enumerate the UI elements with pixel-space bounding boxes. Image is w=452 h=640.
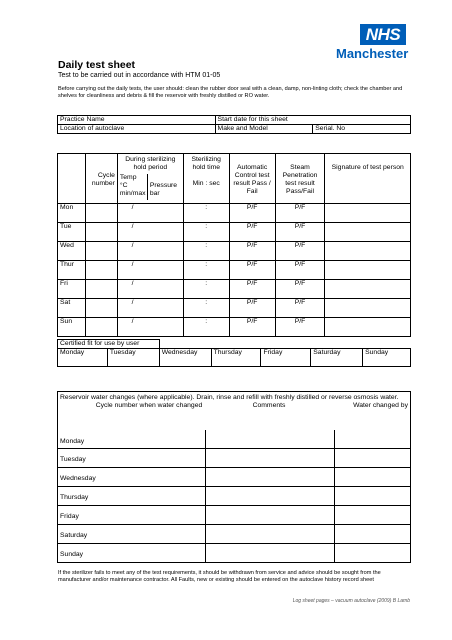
log-row	[58, 242, 411, 261]
control-cell[interactable]: P/F	[229, 223, 275, 242]
reservoir-comments-cell[interactable]	[205, 506, 335, 525]
certified-table	[57, 339, 411, 367]
temp-cell[interactable]: /	[117, 223, 147, 242]
steam-cell[interactable]: P/F	[275, 204, 325, 223]
reservoir-row	[58, 468, 411, 487]
footnote: Log sheet pages – vacuum autoclave (2009) B Lamb	[292, 598, 410, 604]
make-model-field[interactable]: Make and Model	[215, 125, 313, 134]
control-cell[interactable]: P/F	[229, 204, 275, 223]
certified-day-monday[interactable]: Monday	[58, 349, 108, 367]
serial-field[interactable]: Serial. No	[313, 125, 411, 134]
instructions-text: Before carrying out the daily tests, the user should: clean the rubber door seal with a clean, damp, non-linting cloth; check the chamber and shelves for cleanliness and debris & fill the reservoir with freshly distilled or RO water.	[58, 86, 403, 99]
reservoir-comments-cell[interactable]	[205, 525, 335, 544]
header-hold: Sterilizing hold time Min : sec	[183, 154, 229, 204]
reservoir-day: Saturday	[58, 525, 206, 544]
reservoir-col-cycle: Cycle number when water changed	[95, 402, 203, 409]
reservoir-row	[58, 544, 411, 563]
steam-cell[interactable]: P/F	[275, 299, 325, 318]
certified-day-thursday[interactable]: Thursday	[211, 349, 261, 367]
reservoir-day: Sunday	[58, 544, 206, 563]
org-name: Manchester	[336, 46, 409, 61]
signature-cell[interactable]	[325, 204, 411, 223]
header-day	[58, 154, 86, 204]
header-signature: Signature of test person	[325, 154, 411, 204]
reservoir-changed-cell[interactable]	[335, 449, 411, 468]
practice-info-table	[57, 115, 411, 134]
header-control: Automatic Control test result Pass / Fail	[229, 154, 275, 204]
header-pressure: Pressure bar	[149, 182, 178, 197]
hold-cell[interactable]: :	[183, 204, 229, 223]
reservoir-day: Wednesday	[58, 468, 206, 487]
temp-cell[interactable]: /	[117, 280, 147, 299]
reservoir-day: Tuesday	[58, 449, 206, 468]
start-date-field[interactable]: Start date for this sheet	[215, 116, 410, 125]
control-cell[interactable]: P/F	[229, 280, 275, 299]
temp-cell[interactable]: /	[117, 299, 147, 318]
practice-name-field[interactable]: Practice Name	[58, 116, 216, 125]
hold-cell[interactable]: :	[183, 261, 229, 280]
location-field[interactable]: Location of autoclave	[58, 125, 216, 134]
control-cell[interactable]: P/F	[229, 318, 275, 337]
reservoir-intro: Reservoir water changes (where applicable). Drain, rinse and refill with freshly distilled or reverse osmosis water.	[60, 394, 399, 401]
certified-day-tuesday[interactable]: Tuesday	[107, 349, 159, 367]
reservoir-comments-cell[interactable]	[205, 487, 335, 506]
reservoir-row	[58, 506, 411, 525]
reservoir-changed-cell[interactable]	[335, 544, 411, 563]
steam-cell[interactable]: P/F	[275, 223, 325, 242]
hold-cell[interactable]: :	[183, 318, 229, 337]
control-cell[interactable]: P/F	[229, 299, 275, 318]
reservoir-day: Monday	[58, 430, 206, 449]
header-temp: Temp °C min/max	[118, 174, 148, 200]
reservoir-changed-cell[interactable]	[335, 430, 411, 449]
pressure-cell[interactable]	[147, 261, 183, 280]
reservoir-row	[58, 430, 411, 449]
pressure-cell[interactable]	[147, 223, 183, 242]
log-row	[58, 204, 411, 223]
log-day: Wed	[58, 242, 86, 261]
control-cell[interactable]: P/F	[229, 242, 275, 261]
certified-day-sunday[interactable]: Sunday	[363, 349, 411, 367]
reservoir-changed-cell[interactable]	[335, 506, 411, 525]
pressure-cell[interactable]	[147, 299, 183, 318]
cycle-cell[interactable]	[85, 318, 117, 337]
log-row	[58, 223, 411, 242]
log-row	[58, 280, 411, 299]
certified-blank	[159, 340, 410, 349]
reservoir-comments-cell[interactable]	[205, 430, 335, 449]
pressure-cell[interactable]	[147, 318, 183, 337]
hold-cell[interactable]: :	[183, 299, 229, 318]
reservoir-col-changed: Water changed by	[353, 402, 408, 409]
reservoir-day: Thursday	[58, 487, 206, 506]
reservoir-day: Friday	[58, 506, 206, 525]
cycle-cell[interactable]	[85, 204, 117, 223]
log-day: Thur	[58, 261, 86, 280]
log-day: Sun	[58, 318, 86, 337]
temp-cell[interactable]: /	[117, 242, 147, 261]
certified-day-friday[interactable]: Friday	[261, 349, 311, 367]
signature-cell[interactable]	[325, 299, 411, 318]
log-day: Sat	[58, 299, 86, 318]
hold-cell[interactable]: :	[183, 280, 229, 299]
pressure-cell[interactable]	[147, 280, 183, 299]
cycle-cell[interactable]	[85, 280, 117, 299]
signature-cell[interactable]	[325, 223, 411, 242]
temp-cell[interactable]: /	[117, 261, 147, 280]
header-cycle: Cycle number	[85, 154, 117, 204]
log-row	[58, 261, 411, 280]
reservoir-changed-cell[interactable]	[335, 487, 411, 506]
header-during: During sterilizing hold period Temp °C min/max Pressure bar	[117, 154, 183, 204]
daily-log-table	[57, 153, 411, 337]
cycle-cell[interactable]	[85, 242, 117, 261]
reservoir-changed-cell[interactable]	[335, 468, 411, 487]
reservoir-comments-cell[interactable]	[205, 449, 335, 468]
page-title: Daily test sheet	[58, 59, 136, 71]
nhs-logo: NHS	[360, 24, 406, 45]
steam-cell[interactable]: P/F	[275, 261, 325, 280]
page-subtitle: Test to be carried out in accordance with HTM 01-05	[58, 72, 221, 79]
reservoir-changed-cell[interactable]	[335, 525, 411, 544]
reservoir-col-comments: Comments	[252, 402, 286, 409]
pressure-cell[interactable]	[147, 204, 183, 223]
temp-cell[interactable]: /	[117, 318, 147, 337]
steam-cell[interactable]: P/F	[275, 318, 325, 337]
reservoir-comments-cell[interactable]	[205, 468, 335, 487]
log-day: Fri	[58, 280, 86, 299]
hold-cell[interactable]: :	[183, 223, 229, 242]
log-header-row	[58, 154, 411, 204]
log-row	[58, 299, 411, 318]
cycle-cell[interactable]	[85, 223, 117, 242]
log-day: Tue	[58, 223, 86, 242]
signature-cell[interactable]	[325, 318, 411, 337]
log-row	[58, 318, 411, 337]
signature-cell[interactable]	[325, 280, 411, 299]
log-day: Mon	[58, 204, 86, 223]
reservoir-table	[57, 391, 411, 563]
signature-cell[interactable]	[325, 242, 411, 261]
cycle-cell[interactable]	[85, 261, 117, 280]
signature-cell[interactable]	[325, 261, 411, 280]
certified-day-wednesday[interactable]: Wednesday	[159, 349, 211, 367]
temp-cell[interactable]: /	[117, 204, 147, 223]
cycle-cell[interactable]	[85, 299, 117, 318]
reservoir-row	[58, 525, 411, 544]
reservoir-header	[58, 392, 411, 430]
reservoir-row	[58, 487, 411, 506]
reservoir-comments-cell[interactable]	[205, 544, 335, 563]
control-cell[interactable]: P/F	[229, 261, 275, 280]
certified-label: Certified fit for use by user	[58, 340, 160, 349]
hold-cell[interactable]: :	[183, 242, 229, 261]
reservoir-row	[58, 449, 411, 468]
steam-cell[interactable]: P/F	[275, 242, 325, 261]
certified-day-saturday[interactable]: Saturday	[311, 349, 363, 367]
footer-text: If the sterilizer fails to meet any of the test requirements, it should be withdrawn from service and advice should be sought from the manufacturer and/or maintenance contractor. All Faults, new or existing should be entered on the autoclave history record sheet	[58, 570, 381, 583]
steam-cell[interactable]: P/F	[275, 280, 325, 299]
header-steam: Steam Penetration test result Pass/Fail	[275, 154, 325, 204]
pressure-cell[interactable]	[147, 242, 183, 261]
